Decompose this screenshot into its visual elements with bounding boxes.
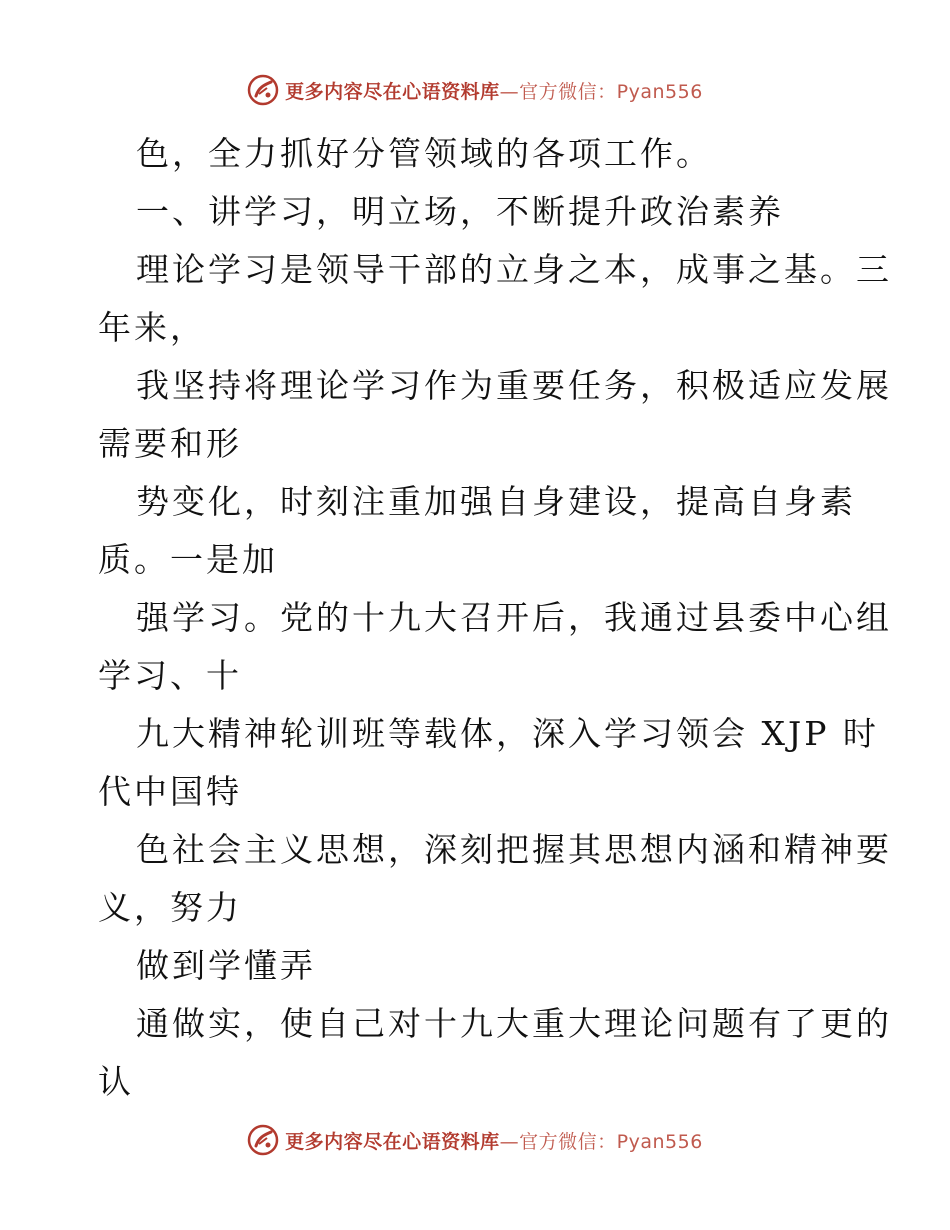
logo-icon <box>247 74 279 106</box>
footer-banner <box>0 1118 950 1162</box>
body-line: 通做实，使自己对十九大重大理论问题有了更的 <box>136 1004 892 1043</box>
header-banner <box>0 68 950 112</box>
body-line: 色社会主义思想，深刻把握其思想内涵和精神要 <box>136 830 892 869</box>
body-line: 色，全力抓好分管领域的各项工作。 <box>136 134 712 173</box>
header-banner-text <box>285 77 703 104</box>
body-line: 强学习。党的十九大召开后，我通过县委中心组 <box>136 598 892 637</box>
document-body <box>98 125 892 1111</box>
footer-banner-title: 更多内容尽在心语资料库 <box>285 1130 500 1153</box>
body-line: 义，努力 <box>98 888 242 927</box>
body-line: 认 <box>98 1062 134 1101</box>
logo-icon <box>247 1124 279 1156</box>
body-line: 我坚持将理论学习作为重要任务，积极适应发展 <box>136 366 892 405</box>
body-line: 年来， <box>98 308 206 347</box>
footer-banner-contact: —官方微信：Pyan556 <box>499 1130 703 1153</box>
header-banner-title: 更多内容尽在心语资料库 <box>285 80 500 103</box>
body-line: 需要和形 <box>98 424 242 463</box>
body-line: 理论学习是领导干部的立身之本，成事之基。三 <box>136 250 892 289</box>
body-line: 学习、十 <box>98 656 242 695</box>
body-line: 代中国特 <box>98 772 242 811</box>
body-line: 做到学懂弄 <box>136 946 316 985</box>
section-heading: 一、讲学习，明立场，不断提升政治素养 <box>136 192 784 231</box>
header-banner-contact: —官方微信：Pyan556 <box>499 80 703 103</box>
body-line: 势变化，时刻注重加强自身建设，提高自身素 <box>136 482 856 521</box>
body-line: 质。一是加 <box>98 540 278 579</box>
footer-banner-text <box>285 1127 703 1154</box>
body-line: 九大精神轮训班等载体，深入学习领会 XJP 时 <box>136 714 879 753</box>
